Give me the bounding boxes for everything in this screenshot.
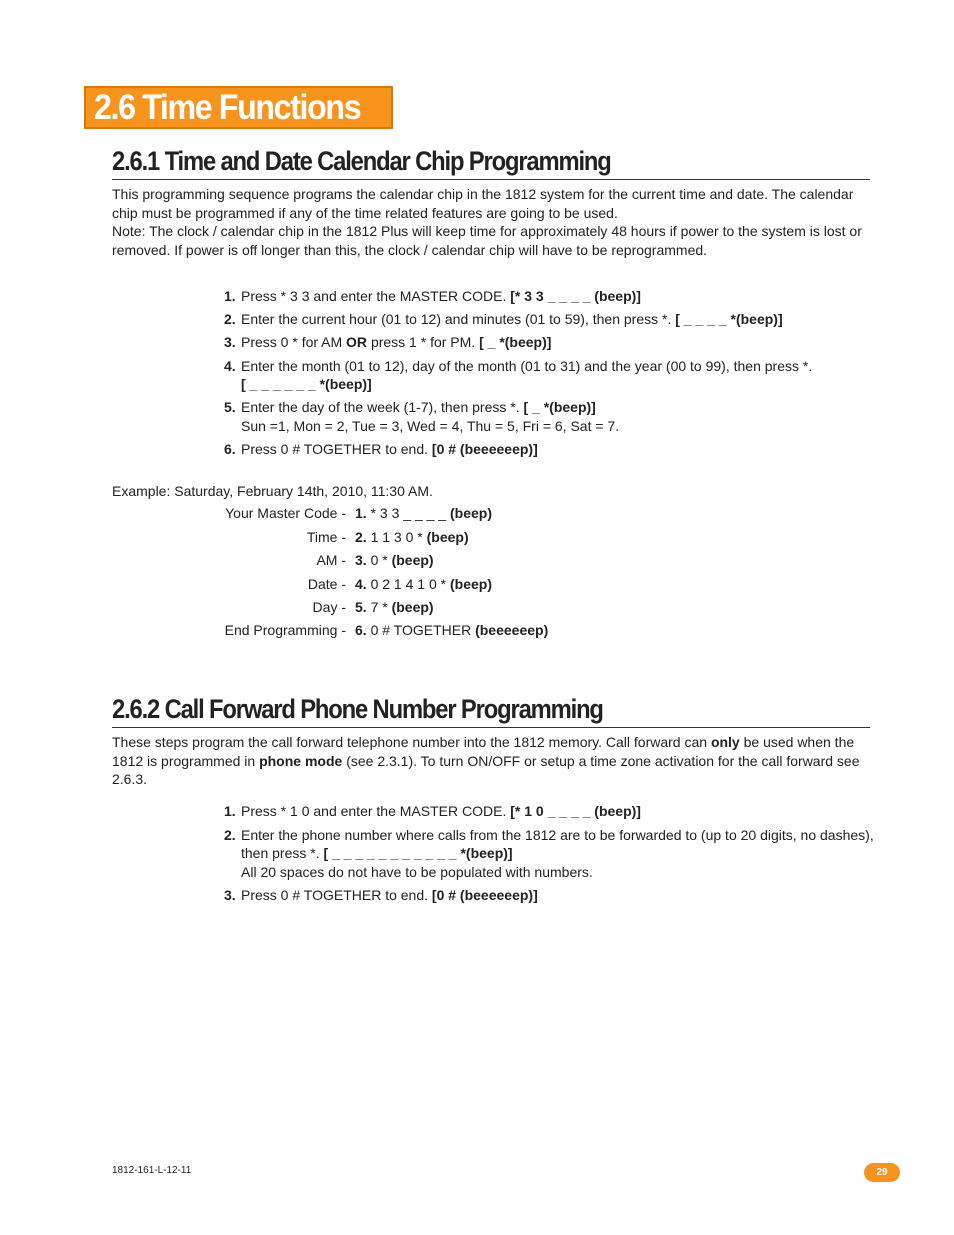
chapter-title: 2.6 Time Functions [94, 87, 361, 127]
section-heading-time-date: 2.6.1 Time and Date Calendar Chip Programming [112, 146, 870, 180]
list-item: 3. Press 0 # TOGETHER to end. [0 # (beeeeeep)] [224, 887, 538, 904]
section1-intro-text: This programming sequence programs the calendar chip in the 1812 system for the current time and date. The calendar chip must be programmed if any of the time related features are going to be used. [112, 186, 854, 221]
section1-intro [112, 185, 872, 259]
section1-note-text: Note: The clock / calendar chip in the 1812 Plus will keep time for approximately 48 hours if power to the system is lost or removed. If power is off longer than this, the clock / calendar chip will have to be reprogrammed. [112, 223, 862, 258]
chapter-title-banner [84, 86, 393, 129]
example-row: AM - 3. 0 * (beep) [316, 552, 434, 568]
document-code: 1812-161-L-12-11 [112, 1165, 192, 1176]
example-row: Your Master Code - 1. * 3 3 _ _ _ _ (beep) [225, 505, 492, 521]
section2-steps [224, 802, 884, 905]
list-item: 1. Press * 3 3 and enter the MASTER CODE. [* 3 3 _ _ _ _ (beep)] [224, 288, 641, 304]
list-item: 2. Enter the current hour (01 to 12) and minutes (01 to 59), then press *. [ _ _ _ _ *(beep)] [224, 311, 783, 328]
section-heading-call-forward: 2.6.2 Call Forward Phone Number Programming [112, 694, 870, 728]
example-row: Date - 4. 0 2 1 4 1 0 * (beep) [307, 576, 492, 592]
section1-steps [224, 287, 884, 459]
list-item: 5. Enter the day of the week (1-7), then press *. [ _ *(beep)] Sun =1, Mon = 2, Tue = 3, Wed = 4, Thu = 5, Fri = 6, Sat = 7. [224, 399, 620, 434]
section2-intro: These steps program the call forward telephone number into the 1812 memory. Call forward can only be used when the 1812 is programmed in phone mode (see 2.3.1). To turn ON/OFF or setup a time zone activation for the call forward see 2.6.3. [112, 734, 860, 788]
page-number-badge: 29 [864, 1163, 900, 1182]
example-row: Time - 2. 1 1 3 0 * (beep) [306, 529, 469, 545]
list-item: 1. Press * 1 0 and enter the MASTER CODE. [* 1 0 _ _ _ _ (beep)] [224, 803, 641, 819]
list-item: 2. Enter the phone number where calls from the 1812 are to be forwarded to (up to 20 digits, no dashes), then press *. [ _ _ _ _ _ _ _ _ _ _ _ *(beep)] All 20 spaces do not have to be populated with numbers. [224, 826, 874, 880]
example-intro: Example: Saturday, February 14th, 2010, 11:30 AM. [112, 483, 433, 499]
list-item: 4. Enter the month (01 to 12), day of the month (01 to 31) and the year (00 to 99), then press *. [ _ _ _ _ _ _ *(beep)] [224, 357, 813, 393]
list-item: 3. Press 0 * for AM OR press 1 * for PM. [ _ *(beep)] [224, 334, 552, 351]
example-row: End Programming - 6. 0 # TOGETHER (beeeeeep) [224, 622, 549, 638]
example-row: Day - 5. 7 * (beep) [312, 599, 434, 615]
list-item: 6. Press 0 # TOGETHER to end. [0 # (beeeeeep)] [224, 441, 538, 458]
